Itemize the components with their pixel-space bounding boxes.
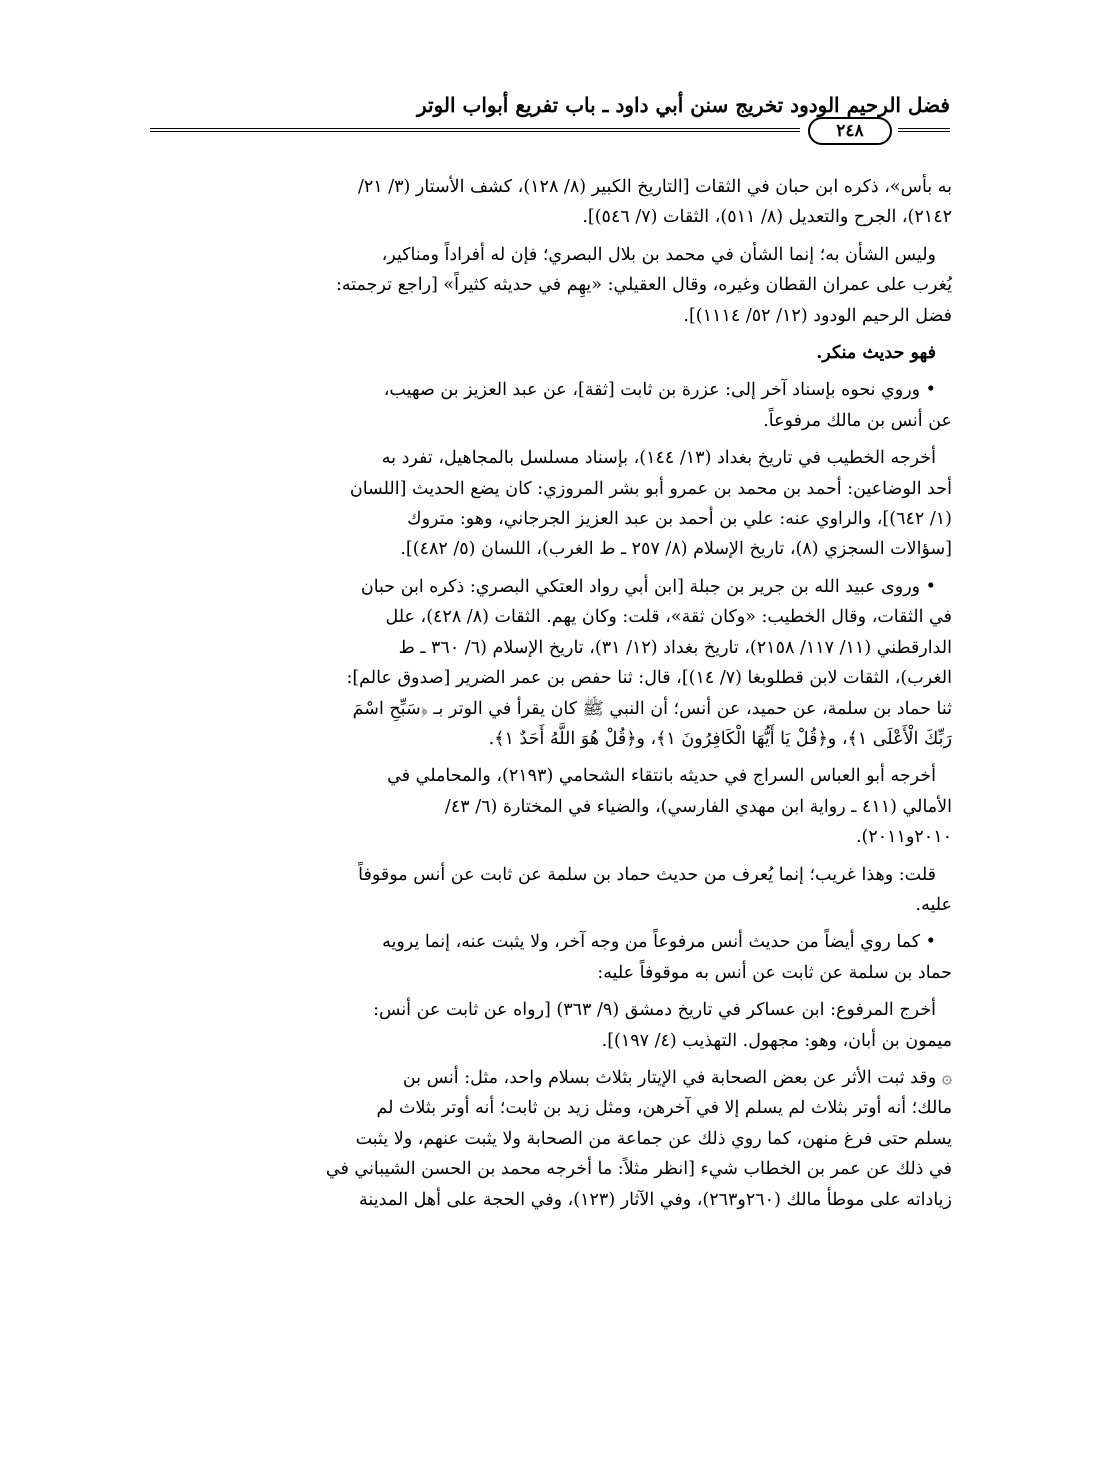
header-rule-left: [150, 128, 800, 132]
paragraph: قلت: وهذا غريب؛ إنما يُعرف من حديث حماد بن سلمة عن ثابت عن أنس موقوفاً عليه.: [358, 864, 952, 915]
page-body: [154, 172, 952, 1222]
paragraph: • وروى عبيد الله بن جرير بن جبلة [ابن أبي رواد العتكي البصري: ذكره ابن حبان في الثقات، وقال الخطيب: «وكان ثقة»، قلت: وكان يهم. الثقات (٨/ ٤٢٨)، علل الدارقطني (١١/ ١١٧/ ٢١٥٨)، تاريخ بغداد (١٢/ ٣١)، تاريخ الإسلام (٦/ ٣٦٠ ـ ط الغرب)، الثقات لابن قطلوبغا (٧/ ١٤)]، قال: ثنا حفص بن عمر الضرير [صدوق عالم]: ثنا حماد بن سلمة، عن حميد، عن أنس؛ أن النبي ﷺ كان يقرأ في الوتر بـ ﴿سَبِّحِ اسْمَ رَبِّكَ الْأَعْلَى ١﴾، و﴿قُلْ يَا أَيُّهَا الْكَافِرُونَ ١﴾، و﴿قُلْ هُوَ اللَّهُ أَحَدٌ ١﴾.: [346, 576, 952, 749]
paragraph: • وروي نحوه بإسناد آخر إلى: عزرة بن ثابت [ثقة]، عن عبد العزيز بن صهيب، عن أنس بن مالك مرفوعاً.: [383, 380, 952, 431]
verdict-paragraph: فهو حديث منكر.: [816, 343, 936, 364]
paragraph: أخرجه أبو العباس السراج في حديثه بانتقاء الشحامي (٢١٩٣)، والمحاملي في الأمالي (٤١١ ـ رواية ابن مهدي الفارسي)، والضياء في المختارة (٦/ ٤٣/ ٢٠١٠و٢٠١١).: [387, 766, 952, 848]
paragraph: وليس الشأن به؛ إنما الشأن في محمد بن بلال البصري؛ فإن له أفراداً ومناكير، يُغرب على عمران القطان وغيره، وقال العقيلي: «يهِم في حديثه كثيراً» [راجع ترجمته: فضل الرحيم الودود (١٢/ ٥٢/ ١١١٤)].: [336, 244, 952, 326]
paragraph: به بأس»، ذكره ابن حبان في الثقات [التاريخ الكبير (٨/ ١٢٨)، كشف الأستار (٣/ ٢١/ ٢١٤٢)، الجرح والتعديل (٨/ ٥١١)، الثقات (٧/ ٥٤٦)].: [357, 177, 952, 228]
paragraph: أخرجه الخطيب في تاريخ بغداد (١٣/ ١٤٤)، بإسناد مسلسل بالمجاهيل، تفرد به أحد الوضاعين: أحمد بن محمد بن عمرو أبو بشر المروزي: كان يضع الحديث [اللسان (١/ ٦٤٢)]، والراوي عنه: علي بن أحمد بن عبد العزيز الجرجاني، وهو: متروك [سؤالات السجزي (٨)، تاريخ الإسلام (٨/ ٢٥٧ ـ ط الغرب)، اللسان (٥/ ٤٨٢)].: [349, 448, 952, 560]
paragraph: ۞ وقد ثبت الأثر عن بعض الصحابة في الإيتار بثلاث بسلام واحد، مثل: أنس بن مالك؛ أنه أوتر بثلاث لم يسلم إلا في آخرهن، ومثل زيد بن ثابت؛ أنه أوتر بثلاث لم يسلم حتى فرغ منهن، كما روي ذلك عن جماعة من الصحابة ولا يثبت عنهم، ولا يثبت في ذلك عن عمر بن الخطاب شيء [انظر مثلاً: ما أخرجه محمد بن الحسن الشيباني في زياداته على موطأ مالك (٢٦٠و٢٦٣)، وفي الآثار (١٢٣)، وفي الحجة على أهل المدينة: [325, 1067, 952, 1210]
page-number: ٢٤٨: [808, 117, 892, 145]
running-title: فضل الرحيم الودود تخريج سنن أبي داود ـ باب تفريع أبواب الوتر: [416, 93, 950, 117]
header-rule-right: [898, 128, 950, 132]
page-header: [150, 92, 950, 144]
paragraph: أخرج المرفوع: ابن عساكر في تاريخ دمشق (٩/ ٣٦٣) [رواه عن ثابت عن أنس: ميمون بن أبان، وهو: مجهول. التهذيب (٤/ ١٩٧)].: [373, 1000, 952, 1051]
paragraph: • كما روي أيضاً من حديث أنس مرفوعاً من وجه آخر، ولا يثبت عنه، إنما يرويه حماد بن سلمة عن ثابت عن أنس به موقوفاً عليه:: [382, 932, 952, 983]
